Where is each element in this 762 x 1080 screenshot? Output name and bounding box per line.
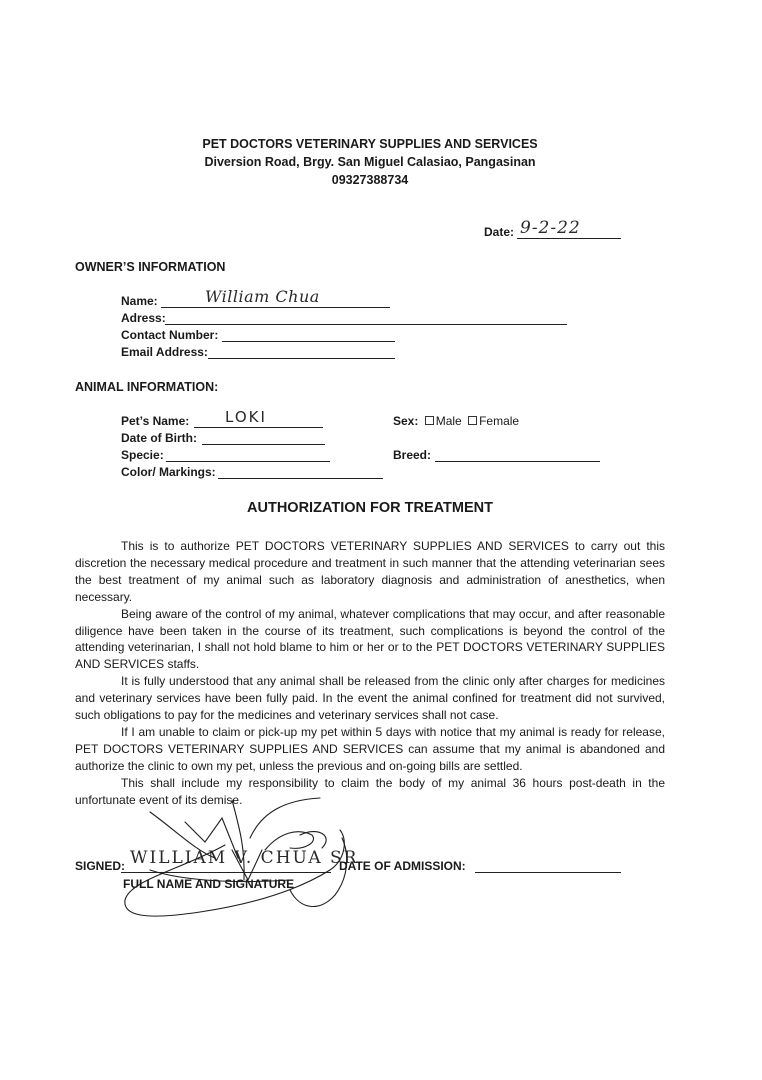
date-value: 9-2-22	[520, 218, 581, 238]
female-option: Female	[479, 414, 520, 428]
specie-label: Specie:	[121, 448, 164, 462]
clinic-name: PET DOCTORS VETERINARY SUPPLIES AND SERVICES	[202, 137, 538, 151]
owner-name-label: Name:	[121, 294, 158, 308]
sex-label: Sex:	[393, 414, 419, 428]
date-label: Date:	[484, 225, 515, 239]
authorization-paragraph: Being aware of the control of my animal, whatever complications that may occur, and after reasonable diligence have been taken in the course of its treatment, such complications is beyond the control of the attending veterinarian, I shall not hold blame to him or her or to the PET DOCTORS VETERINARY SUPPLIES AND SERVICES staffs.	[75, 606, 665, 672]
pet-name-value: LOKI	[225, 408, 267, 426]
animal-heading: ANIMAL INFORMATION:	[75, 380, 219, 394]
authorization-paragraph: If I am unable to claim or pick-up my pet within 5 days with notice that my animal is ready for release, PET DOCTORS VETERINARY SUPPLIES AND SERVICES can assume that my animal is abandoned and authorize the clinic to own my pet, unless the previous and on-going bills are settled.	[75, 724, 665, 773]
signed-label: SIGNED:	[75, 859, 126, 873]
authorization-paragraph: This shall include my responsibility to claim the body of my animal 36 hours post-death in the unfortunate event of its demise.	[75, 775, 665, 807]
full-name-signature-label: FULL NAME AND SIGNATURE	[123, 877, 295, 891]
male-option: Male	[435, 414, 462, 428]
clinic-phone: 09327388734	[331, 173, 409, 187]
owner-name-value: William Chua	[205, 287, 320, 306]
breed-label: Breed:	[393, 448, 432, 462]
pet-name-label: Pet’s Name:	[121, 414, 190, 428]
dob-label: Date of Birth:	[121, 431, 197, 445]
authorization-paragraph: It is fully understood that any animal shall be released from the clinic only after charges for medicines and veterinary services have been fully paid. In the event the animal confined for treatment did not survived, such obligations to pay for the medicines and veterinary services shall not case.	[75, 674, 665, 723]
owner-heading: OWNER’S INFORMATION	[75, 260, 226, 274]
clinic-address: Diversion Road, Brgy. San Miguel Calasiao, Pangasinan	[204, 155, 536, 169]
owner-email-label: Email Address:	[121, 345, 208, 359]
owner-contact-label: Contact Number:	[121, 328, 219, 342]
printed-full-name: WILLIAM V. CHUA SR	[130, 848, 359, 868]
authorization-title: AUTHORIZATION FOR TREATMENT	[247, 500, 493, 516]
date-admission-label: DATE OF ADMISSION:	[339, 859, 466, 873]
authorization-paragraph: This is to authorize PET DOCTORS VETERINARY SUPPLIES AND SERVICES to carry out this discretion the necessary medical procedure and treatment in such manner that the attending veterinarian sees the best treatment of my animal such as laboratory diagnosis and administration of anesthetics, when necessary.	[75, 539, 665, 604]
color-label: Color/ Markings:	[121, 465, 216, 479]
owner-address-label: Adress:	[121, 311, 166, 325]
